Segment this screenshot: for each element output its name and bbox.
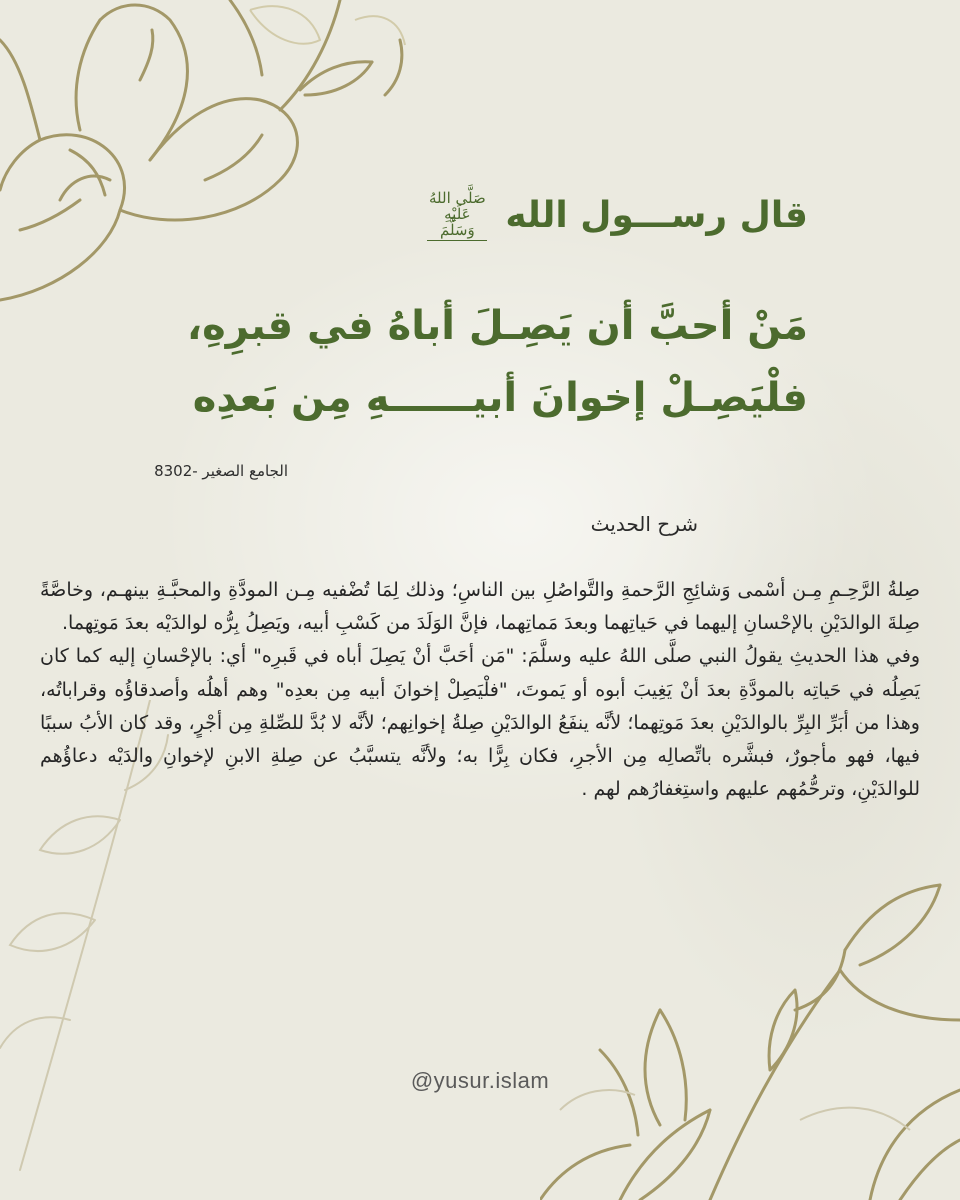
hadith-intro <box>427 190 808 241</box>
hadith-line-1: مَنْ أحبَّ أن يَصِـلَ أباهُ في قبرِهِ، <box>186 303 808 349</box>
explanation-title: شرح الحديث <box>590 512 698 536</box>
hadith-line-2: فلْيَصِـلْ إخوانَ أبيــــــهِ مِن بَعدِه <box>192 375 808 421</box>
salutation-line-1: صَلَّى اللهُ عَلَيْهِ <box>429 189 486 223</box>
hadith-source: الجامع الصغير -8302 <box>154 462 288 480</box>
hadith-text <box>128 290 808 434</box>
account-handle: @yusur.islam <box>410 1068 550 1093</box>
explanation-body <box>40 574 920 806</box>
salutation-calligraphy <box>427 190 487 241</box>
explanation-paragraph-2: وفي هذا الحديثِ يقولُ النبي صلَّى اللهُ عليه وسلَّمَ: "مَن أحَبَّ أنْ يَصِلَ أباه في قَبرِه" أي: بالإحْسانِ إليه كما كان يَصِلُه في حَياتِه بالمودَّةِ بعدَ أنْ يَغِيبَ أبوه أو يَموتَ، "فلْيَصِلْ إخوانَ أبيه مِن بعدِه" وهم أهلُه وأصدقاؤُه وقراباتُه، وهذا من أبَرِّ البِرِّ بالوالدَيْنِ بعدَ مَوتِهما؛ لأنَّه ينفَعُ الوالدَيْنِ صِلةُ إخوانِهم؛ لأنَّه لا بُدَّ للصِّلةِ مِن أجْرٍ، وقد كان الأبُ سببًا فيها، فهو مأجورٌ، فبشَّره باتِّصالِه مِن الأجرِ، فكان بِرًّا به؛ ولأنَّه يتسبَّبُ عن صِلةِ الابنِ لإخوانِ والدَيْه دعاؤُهم للوالدَيْنِ، وترحُّمُهم عليهم واستِغفارُهم لهم . <box>40 645 920 801</box>
intro-text: قال رســـول الله <box>505 195 808 236</box>
salutation-line-2: وَسَلَّمَ <box>439 221 475 239</box>
explanation-paragraph-1: صِلةُ الرَّحِـمِ مِـن أسْمى وَشائِجِ الرَّحمةِ والتَّواصُلِ بين الناسِ؛ وذلك لِمَا تُضْفيه مِـن المودَّةِ والمحبَّـةِ بينهـم، وخاصَّةً صِلةَ الوالدَيْنِ بالإحْسانِ إليهما في حَياتِهما وبعدَ مَماتِهما، فإنَّ الوَلَدَ من كَسْبِ أبيه، ويَصِلُ بِرُّه لوالدَيْه بعدَ مَوتِهما. <box>40 579 920 635</box>
